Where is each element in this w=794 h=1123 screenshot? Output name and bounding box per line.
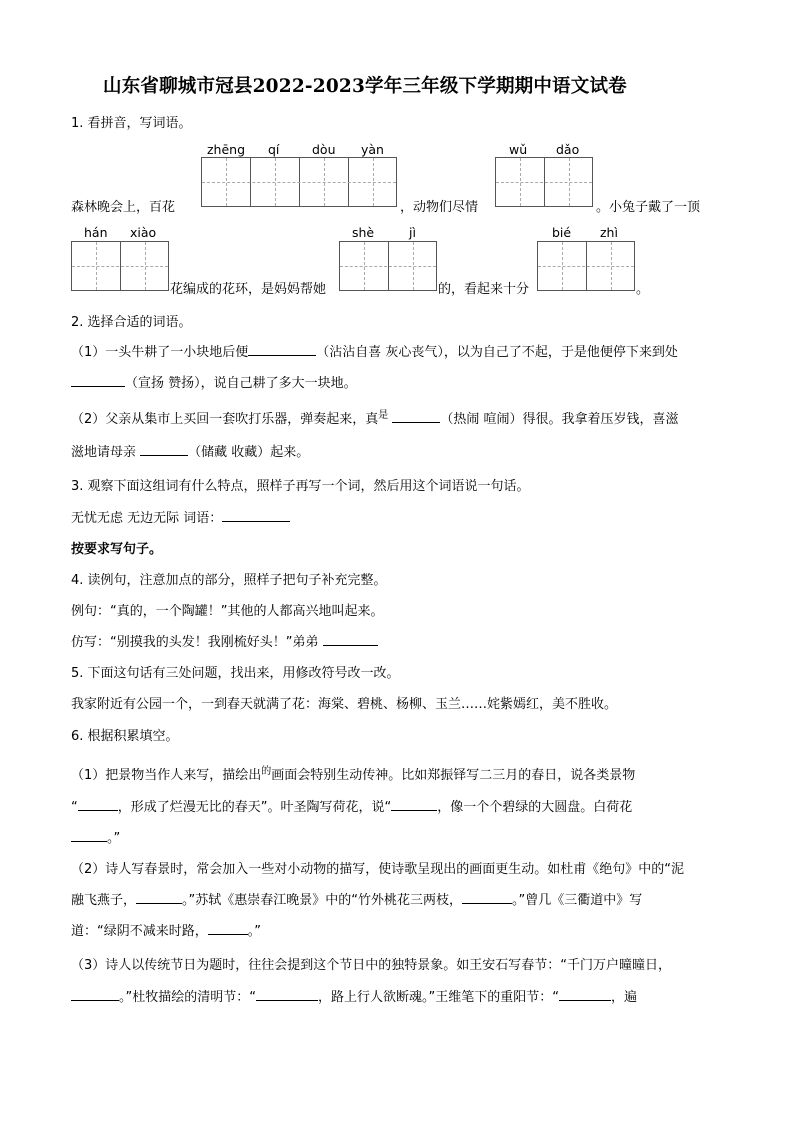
- q2-s2-text-c: 滋地请母亲: [71, 445, 137, 460]
- q2-s1-text-b: （沾沾自喜 灰心丧气），以为自己了不起，于是他便停下来到处: [316, 345, 678, 360]
- q6-p2-text-f: 。”: [247, 924, 261, 939]
- q6-p2-blank-2[interactable]: [462, 891, 512, 904]
- q2-s2-text-d: （储藏 收藏）起来。: [188, 445, 310, 460]
- pinyin-dao: dǎo: [556, 142, 580, 157]
- q6-p2-text-c: 。”苏轼《惠崇春江晚景》中的“竹外桃花三两枝，: [182, 893, 462, 908]
- q6-p2-line2: [71, 889, 642, 908]
- q6-p1-blank-3[interactable]: [71, 829, 107, 842]
- q4-imitate-line: [71, 631, 378, 650]
- q3-example: 无忧无虑 无边无际 词语：: [71, 511, 223, 526]
- q5-prompt: 5. 下面这句话有三处问题，找出来，用修改符号改一改。: [71, 666, 400, 681]
- q2-s2-blank-1[interactable]: [392, 410, 440, 423]
- q3-word-blank[interactable]: [222, 509, 290, 522]
- q3-prompt: 3. 观察下面这组词有什么特点，照样子再写一个词，然后用这个词语说一句话。: [71, 479, 530, 494]
- pinyin-wu: wǔ: [509, 142, 528, 157]
- q6-p1-sup: 的: [261, 766, 272, 777]
- pinyin-dou: dòu: [312, 142, 336, 157]
- q6-prompt: 6. 根据积累填空。: [71, 729, 179, 744]
- q2-s1-blank-1[interactable]: [248, 343, 316, 356]
- q6-p1-text-e: ，像一个个碧绿的大圆盘。白荷花: [437, 800, 633, 815]
- q1-prompt: 1. 看拼音，写词语。: [71, 116, 192, 131]
- q6-p1-text-b: 画面会特别生动传神。比如郑振铎写二三月的春日，说各类景物: [271, 768, 636, 783]
- q2-s1-line1: [71, 341, 678, 360]
- q6-p2-line1: （2）诗人写春景时，常会加入一些对小动物的描写，使诗歌呈现出的画面更生动。如杜甫《绝句》中的“泥: [71, 862, 685, 877]
- q6-p2-text-b: 融飞燕子，: [71, 893, 137, 908]
- q6-p2-blank-3[interactable]: [208, 922, 248, 935]
- section-header: 按要求写句子。: [71, 542, 163, 557]
- q2-s2-line1: [71, 408, 679, 427]
- q6-p3-blank-3[interactable]: [559, 988, 611, 1001]
- q6-p1-line3: [71, 827, 120, 846]
- pinyin-qi: qí: [268, 142, 280, 157]
- q6-p2-line3: [71, 920, 261, 939]
- q6-p2-text-d: 。”曾几《三衢道中》写: [512, 893, 643, 908]
- q4-prompt: 4. 读例句，注意加点的部分，照样子把句子补充完整。: [71, 573, 387, 588]
- pinyin-she: shè: [352, 225, 375, 240]
- q5-sentence: 我家附近有公园一个，一到春天就满了花：海棠、碧桃、杨柳、玉兰……姹紫嫣红，美不胜收。: [71, 697, 618, 712]
- pinyin-bie: bié: [552, 225, 572, 240]
- q1-line2-text-c: 。: [636, 282, 650, 297]
- answer-grid-hanxiao[interactable]: [71, 241, 169, 291]
- q1-line2-text-a: 花编成的花环，是妈妈帮她: [170, 282, 327, 297]
- q1-line1-text-b: ，动物们尽情: [400, 200, 479, 215]
- q6-p1-line2: [71, 796, 632, 815]
- q6-p1-text-c: “: [71, 800, 78, 815]
- q2-s1-blank-2[interactable]: [71, 374, 125, 387]
- q1-line2-text-b: 的，看起来十分: [438, 282, 530, 297]
- q6-p3-text-c: ，路上行人欲断魂。”王维笔下的重阳节：“: [317, 990, 559, 1005]
- q6-p1-text-a: （1）把景物当作人来写，描绘出: [71, 768, 262, 783]
- q6-p3-blank-1[interactable]: [71, 988, 119, 1001]
- q2-s2-blank-2[interactable]: [140, 443, 188, 456]
- pinyin-ji: jì: [409, 225, 416, 240]
- q6-p3-text-d: ，遍: [610, 990, 637, 1005]
- q6-p3-line2: [71, 986, 637, 1005]
- pinyin-han: hán: [84, 225, 108, 240]
- q2-s1-line2: [71, 372, 357, 391]
- pinyin-xiao: xiào: [130, 225, 157, 240]
- q1-line1-text-a: 森林晚会上，百花: [71, 200, 176, 215]
- q2-s2-text-b: （热闹 喧闹）得很。我拿着压岁钱，喜滋: [440, 412, 679, 427]
- answer-grid-sheji[interactable]: [339, 241, 437, 291]
- q4-imitate-blank[interactable]: [323, 633, 378, 646]
- page-title: 山东省聊城市冠县2022-2023学年三年级下学期期中语文试卷: [103, 76, 627, 97]
- q6-p3-text-b: 。”杜牧描绘的清明节：“: [119, 990, 256, 1005]
- q6-p3-blank-2[interactable]: [256, 988, 318, 1001]
- q2-s1-text-a: （1）一头牛耕了一小块地后便: [71, 345, 249, 360]
- pinyin-yan: yàn: [361, 142, 384, 157]
- q2-s2-sup: 是: [378, 410, 389, 421]
- q6-p1-blank-2[interactable]: [391, 798, 437, 811]
- q2-s1-text-c: （宣扬 赞扬），说自己耕了多大一块地。: [125, 376, 357, 391]
- pinyin-zhi: zhì: [600, 225, 618, 240]
- q2-prompt: 2. 选择合适的词语。: [71, 315, 192, 330]
- q6-p3-line1: （3）诗人以传统节日为题时，往往会提到这个节日中的独特景象。如王安石写春节：“千门万户曈曈日，: [71, 958, 672, 973]
- answer-grid-zhengqidouyan[interactable]: [201, 157, 397, 207]
- q1-line1-text-c: 。小兔子戴了一顶: [596, 200, 701, 215]
- q4-example: 例句：“真的，一个陶罐！”其他的人都高兴地叫起来。: [71, 604, 384, 619]
- q6-p1-blank-1[interactable]: [78, 798, 118, 811]
- answer-grid-wudao[interactable]: [495, 157, 593, 207]
- q6-p1-text-f: 。”: [107, 831, 121, 846]
- answer-grid-biezhi[interactable]: [537, 241, 635, 291]
- q4-imitate: 仿写：“别摸我的头发！我刚梳好头！”弟弟: [71, 635, 319, 650]
- pinyin-zheng: zhēng: [207, 142, 246, 157]
- q6-p2-blank-1[interactable]: [136, 891, 182, 904]
- q6-p1-text-d: ，形成了烂漫无比的春天”。叶圣陶写荷花，说“: [117, 800, 392, 815]
- q3-example-line: [71, 507, 290, 526]
- q6-p1-line1: [71, 764, 635, 783]
- q6-p2-text-e: 道：“绿阴不减来时路，: [71, 924, 208, 939]
- q2-s2-text-a: （2）父亲从集市上买回一套吹打乐器，弹奏起来，真: [71, 412, 379, 427]
- q2-s2-line2: [71, 441, 309, 460]
